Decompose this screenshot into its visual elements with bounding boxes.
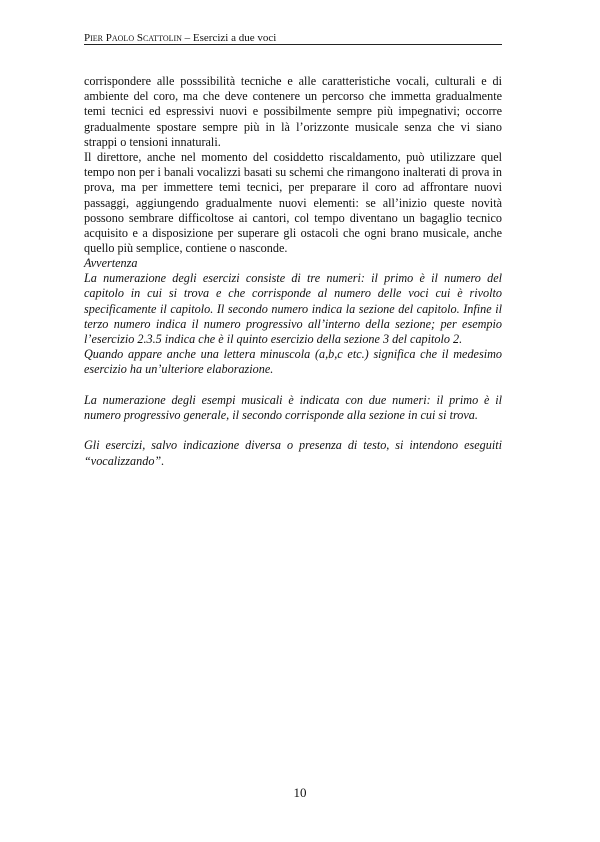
page-number: 10: [293, 785, 307, 800]
notes-heading: Avvertenza: [84, 256, 138, 270]
notes-section: [84, 256, 502, 469]
body-paragraph-1: corrispondere alle posssibilità tecniche e alle caratteristiche vocali, culturali e di ambiente del coro, ma che deve contenere un percorso che immetta gradualmente temi tecnici ed espressivi nuovi e possibilmente sempre più impegnativi; occorre gradualmente spostare sempre più in là l’orizzonte musicale senza che vi siano strappi o tensioni innaturali.: [84, 74, 502, 149]
header-text: [84, 31, 276, 45]
header-title: Esercizi a due voci: [192, 32, 277, 44]
main-body: [84, 74, 502, 256]
header-author: Pier Paolo Scattolin: [84, 32, 182, 44]
running-header: [84, 24, 502, 45]
body-paragraph-2: Il direttore, anche nel momento del cosiddetto riscaldamento, può utilizzare quel tempo non per i banali vocalizzi basati su schemi che rimangono inalterati di prova in prova, ma per immettere temi tecnici, per preparare il coro ad affrontare nuovi passaggi, aggiungendo gradualmente nuovi elementi: se all’inizio queste novità possono sembrare difficoltose ai cantori, col tempo diventano un bagaglio tecnico acquisito e a disposizione per superare gli ostacoli che ogni brano musicale, anche quello più semplice, contiene o nasconde.: [84, 150, 502, 256]
note-numbering-exercises: La numerazione degli esercizi consiste di tre numeri: il primo è il numero del capitolo in cui si trova e che corrisponde al numero delle voci cui è rivolto specificamente il capitolo. Il secondo numero indica la sezione del capitolo. Infine il terzo numero indica il numero progressivo all’interno della sezione; per esempio l’esercizio 2.3.5 indica che è il quinto esercizio della sezione 3 del capitolo 2.: [84, 271, 502, 347]
note-lowercase-letter: Quando appare anche una lettera minuscola (a,b,c etc.) significa che il medesimo esercizio ha un’ulteriore elaborazione.: [84, 347, 502, 377]
header-separator: –: [181, 32, 193, 44]
note-numbering-examples: La numerazione degli esempi musicali è indicata con due numeri: il primo è il numero progressivo generale, il secondo corrisponde alla sezione in cui si trova.: [84, 392, 502, 423]
note-vocalizing: Gli esercizi, salvo indicazione diversa o presenza di testo, si intendono eseguiti “vocalizzando”.: [84, 438, 502, 468]
